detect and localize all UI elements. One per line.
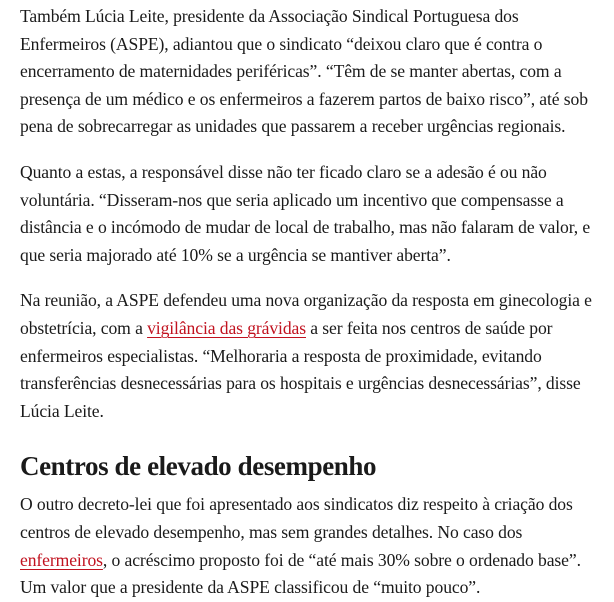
article-paragraph-3 xyxy=(20,287,595,425)
article-paragraph-2: Quanto a estas, a responsável disse não ter ficado claro se a adesão é ou não voluntária. “Disseram-nos que seria aplicado um incentivo que compensasse a distância e o incómodo de mudar de local de trabalho, mas não falaram de valor, e que seria majorado até 10% se a urgência se mantiver aberta”. xyxy=(20,161,591,265)
paragraph-3-text-end: a ser feita nos centros de saúde por enfermeiros especialistas. “Melhoraria a resposta de proximidade, evitando transferências desnecessárias para os hospitais e urgências desnecessárias”, disse Lúcia Leite. xyxy=(20,317,581,421)
link-enfermeiros[interactable]: enfermeiros xyxy=(20,549,103,570)
article-body xyxy=(20,0,595,602)
link-vigilancia-gravidas[interactable]: vigilância das grávidas xyxy=(147,317,306,338)
paragraph-3-text-start: Na reunião, a ASPE defendeu uma nova organização da resposta em ginecologia e obstetrícia, com a xyxy=(20,290,592,338)
paragraph-4-text-start: O outro decreto-lei que foi apresentado aos sindicatos diz respeito à criação dos centros de elevado desempenho, mas sem grandes detalhes. No caso dos xyxy=(20,494,573,542)
article-paragraph-4 xyxy=(20,491,595,601)
paragraph-4-text-end: , o acréscimo proposto foi de “até mais 30% sobre o ordenado base”. Um valor que a presidente da ASPE classificou de “muito pouco”. xyxy=(20,549,581,598)
section-heading: Centros de elevado desempenho xyxy=(20,451,377,482)
article-paragraph-1: Também Lúcia Leite, presidente da Associação Sindical Portuguesa dos Enfermeiros (ASPE), adiantou que o sindicato “deixou claro que é contra o encerramento de maternidades periféricas”. “Têm de se manter abertas, com a presença de um médico e os enfermeiros a fazerem partos de baixo risco”, até sob pena de sobrecarregar as unidades que passarem a receber urgências regionais. xyxy=(20,6,588,137)
